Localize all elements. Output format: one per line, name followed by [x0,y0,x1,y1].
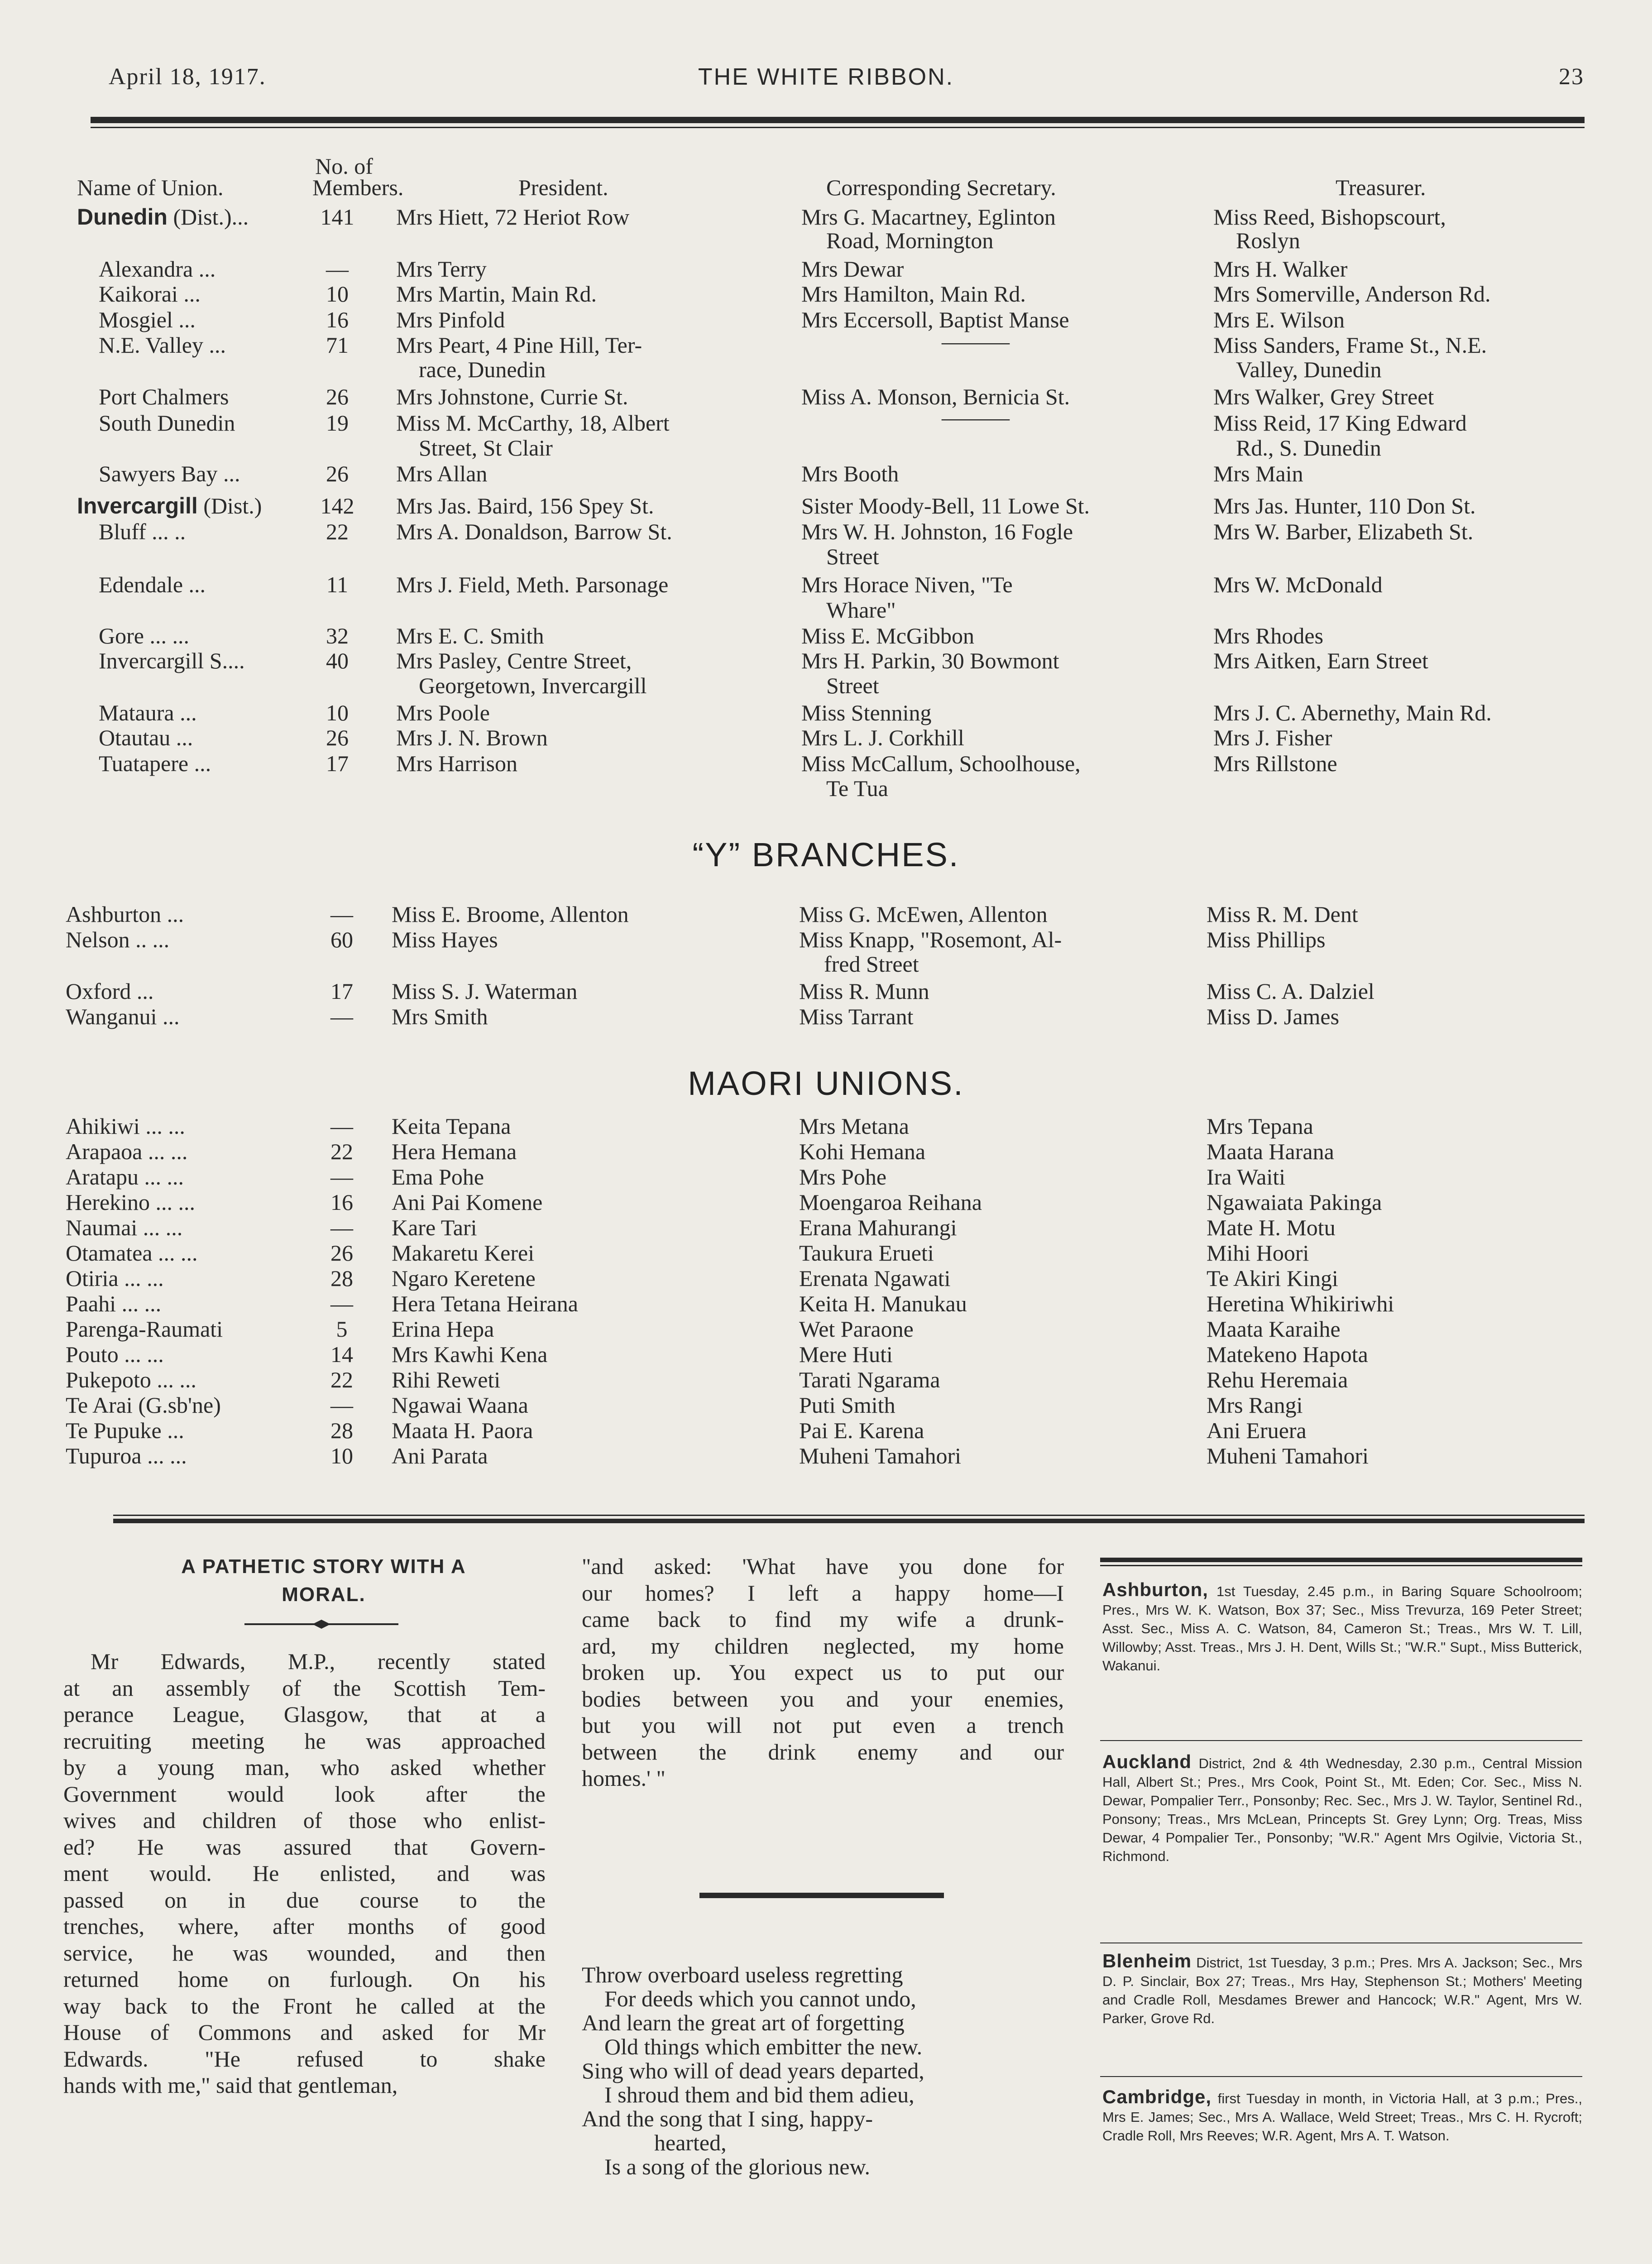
treasurer: Mrs W. Barber, Elizabeth St. [1213,519,1474,544]
union-name: Port Chalmers [99,384,229,409]
treasurer: Miss Reid, 17 King Edward [1213,410,1467,436]
section-rule [113,1519,1585,1523]
member-count: 141 [320,204,354,230]
branch-name: Wanganui ... [66,1004,180,1029]
table-row [0,926,1652,952]
secretary: Mrs H. Parkin, 30 Bowmont [801,648,1059,673]
treasurer: Rehu Heremaia [1207,1367,1348,1392]
secretary: Miss Knapp, "Rosemont, Al- [799,927,1062,952]
page-number: 23 [1559,64,1584,90]
member-count: 19 [326,410,349,436]
secretary: Miss Tarrant [799,1004,914,1029]
treasurer: Mrs J. Fisher [1213,725,1332,750]
table-row [0,256,1652,281]
treasurer: Mrs Tepana [1207,1113,1313,1139]
secretary-vacant: ——— [942,329,1010,354]
secretary: Miss A. Monson, Bernicia St. [801,384,1070,409]
secretary: Mrs Hamilton, Main Rd. [801,281,1026,307]
union-name: Otautau ... [99,725,193,750]
president: Mrs Kawhi Kena [392,1342,548,1367]
secretary: Muheni Tamahori [799,1443,962,1468]
notice-divider [1100,2076,1582,2077]
union-name: Otamatea ... ... [66,1240,198,1266]
treasurer: Mrs Somerville, Anderson Rd. [1213,281,1491,307]
secretary: Miss Stenning [801,700,932,725]
member-count: 32 [326,623,349,648]
union-name: Pukepoto ... ... [66,1367,196,1392]
treasurer: Mrs W. McDonald [1213,572,1383,597]
district-name: Invercargill [77,493,198,518]
table-row [0,1443,1652,1468]
publication-title: THE WHITE RIBBON. [698,64,954,90]
union-name: Mataura ... [99,700,197,725]
treasurer: Mrs Rillstone [1213,751,1337,776]
member-count: — [330,1164,353,1190]
table-row [0,281,1652,306]
member-count: 22 [330,1139,353,1164]
table-row [0,518,1652,544]
secretary: Mrs Booth [801,461,899,486]
notice-name: Ashburton, [1102,1579,1208,1600]
table-row [0,1113,1652,1138]
secretary: Kohi Hemana [799,1139,926,1164]
secretary: Tarati Ngarama [799,1367,940,1392]
secretary: Miss G. McEwen, Allenton [799,902,1048,927]
col-treasurer-label: Treasurer. [1336,175,1426,200]
table-row [0,1290,1652,1316]
secretary: Wet Paraone [799,1316,914,1342]
union-name: Naumai ... ... [66,1215,183,1240]
member-count: 17 [326,751,349,776]
union-name: Invercargill S.... [99,648,245,673]
president: Mrs Terry [396,256,487,282]
notice-ashburton: Ashburton, 1st Tuesday, 2.45 p.m., in Baring Square Schoolroom; Pres., Mrs W. K. Watson, Box 37; Sec., Miss Trevurza, 169 Peter Street; Asst. Sec., Miss A. C. Watson, 84, Cameron St.; Treas., Mrs W. T. Lill, Willowby; Asst. Treas., Mrs J. H. Dent, Wills St.; "W.R." Supt., Miss Butterick, Wakanui. [1102,1579,1582,1674]
treasurer: Mrs H. Walker [1213,256,1348,282]
member-count: 142 [320,493,354,518]
president: Miss M. McCarthy, 18, Albert [396,410,670,436]
table-row [0,700,1652,725]
president: Mrs Harrison [396,751,518,776]
union-name: N.E. Valley ... [99,332,226,358]
president: Rihi Reweti [392,1367,501,1392]
treasurer: Mrs J. C. Abernethy, Main Rd. [1213,700,1492,725]
president: Mrs A. Donaldson, Barrow St. [396,519,672,544]
union-name: Mosgiel ... [99,307,196,332]
notices-rule [1100,1558,1582,1562]
poem: Throw overboard useless regretting For deeds which you cannot undo, And learn the great art of forgetting Old things which embitter the new. Sing who will of dead years departed, I shroud them and bid them adieu, And the song that I sing, happy- hearted, Is a song of the glorious new. [582,1962,924,2179]
member-count: — [330,1291,353,1316]
secretary: Mrs L. J. Corkhill [801,725,964,750]
treasurer: Mihi Hoori [1207,1240,1309,1266]
member-count: 28 [330,1418,353,1443]
treasurer: Miss D. James [1207,1004,1340,1029]
treasurer: Miss C. A. Dalziel [1207,979,1374,1004]
col-members-label-2: Members. [312,175,404,200]
table-row [0,648,1652,673]
member-count: 10 [326,281,349,307]
president: Miss Hayes [392,927,498,952]
president: Ngawai Waana [392,1392,528,1418]
secretary: Moengaroa Reihana [799,1190,982,1215]
story-title-line-2: MORAL. [282,1583,366,1606]
president: Mrs J. Field, Meth. Parsonage [396,572,669,597]
union-name: Parenga-Raumati [66,1316,223,1342]
treasurer: Ani Eruera [1207,1418,1307,1443]
president: Miss S. J. Waterman [392,979,578,1004]
union-name: Herekino ... ... [66,1190,196,1215]
member-count: 26 [330,1240,353,1266]
table-row-continuation: race, Dunedin Valley, Dunedin [419,357,1382,382]
treasurer: Heretina Whikiriwhi [1207,1291,1394,1316]
col-president-label: President. [518,175,608,200]
notice-auckland: Auckland District, 2nd & 4th Wednesday, 2.30 p.m., Central Mission Hall, Albert St.; Pres., Mrs Cook, Point St., Mt. Eden; Cor. Sec., Miss N. Dewar, Pompalier Terr., Ponsonby; Rec. Sec., Mrs J. W. Taylor, Sentinel Rd., Ponsony; Treas., Mrs McLean, Princepts St. Grey Lynn; Org. Treas, Miss Dewar, 4 Pompalier Ter., Ponsonby; "W.R." Agent Mrs Ogilvie, Victoria St., Richmond. [1102,1751,1582,1864]
treasurer: Mrs E. Wilson [1213,307,1345,332]
president: Miss E. Broome, Allenton [392,902,629,927]
table-row [0,329,1652,358]
union-name: Arapaoa ... ... [66,1139,188,1164]
branch-name: Ashburton ... [66,902,184,927]
notice-name: Auckland [1102,1751,1192,1772]
col-name-label: Name of Union. [77,175,224,200]
president: Ani Pai Komene [392,1190,543,1215]
president: Hera Tetana Heirana [392,1291,578,1316]
member-count: 5 [336,1316,348,1342]
poem-divider [699,1893,944,1898]
secretary: Taukura Erueti [799,1240,934,1266]
table-row-continuation: Georgetown, Invercargill Street [419,673,879,698]
table-row-continuation: Whare" [826,597,896,623]
union-name: Gore ... ... [99,623,189,648]
member-count: 28 [330,1266,353,1291]
union-name: South Dunedin [99,410,235,436]
table-row [0,1392,1652,1417]
table-row [0,750,1652,776]
member-count: 16 [330,1190,353,1215]
union-name: Bluff ... .. [99,519,186,544]
member-count: 14 [330,1342,353,1367]
treasurer: Muheni Tamahori [1207,1443,1369,1468]
president: Ani Parata [392,1443,488,1468]
table-row [0,1265,1652,1290]
member-count: — [326,256,349,282]
member-count: 22 [326,519,349,544]
secretary: Mrs Eccersoll, Baptist Manse [801,307,1069,332]
president: Mrs Poole [396,700,490,725]
president: Makaretu Kerei [392,1240,535,1266]
notice-divider [1100,1740,1582,1741]
table-row-continuation: fred Street [824,951,919,977]
table-row-continuation: Street, St Clair Rd., S. Dunedin [419,435,1381,460]
treasurer: Miss R. M. Dent [1207,902,1358,927]
district-name: Dunedin [77,204,168,230]
story-column-2: "and asked: 'What have you done for our homes? I left a happy home—I came back to find my wife a drunk- ard, my children neglected, my home broken up. You expect us to put our bodies between you and your enemies, but you will not put even a trench between the drink enemy and our homes.' " [582,1554,1064,1791]
secretary: Mrs G. Macartney, Eglinton [801,204,1056,230]
secretary: Erana Mahurangi [799,1215,957,1240]
member-count: 26 [326,384,349,409]
union-name: Alexandra ... [99,256,216,282]
treasurer: Mrs Rangi [1207,1392,1303,1418]
treasurer: Miss Reed, Bishopscourt, [1213,204,1446,230]
table-row-continuation: Road, Mornington Roslyn [826,228,1300,253]
secretary: Mrs Pohe [799,1164,887,1190]
table-row [0,901,1652,926]
member-count: 17 [330,979,353,1004]
maori-unions-heading: MAORI UNIONS. [688,1065,964,1102]
member-count: — [330,902,353,927]
secretary: Mere Huti [799,1342,893,1367]
table-row-continuation: Street [826,544,879,569]
president: Mrs Hiett, 72 Heriot Row [396,204,630,230]
table-row: Invercargill (Dist.) 142 Mrs Jas. Baird, 156 Spey St. Sister Moody-Bell, 11 Lowe St. Mrs Jas. Hunter, 110 Don St. [77,493,1476,518]
union-name: Sawyers Bay ... [99,461,240,486]
treasurer: Miss Phillips [1207,927,1326,952]
table-row [0,1164,1652,1189]
col-secretary-label: Corresponding Secretary. [826,175,1056,200]
union-name: Kaikorai ... [99,281,201,307]
y-branches-heading: “Y” BRANCHES. [692,836,960,873]
secretary: Mrs Horace Niven, "Te [801,572,1013,597]
member-count: — [330,1004,353,1029]
member-count: 10 [330,1443,353,1468]
table-row [0,1189,1652,1214]
header-rule [91,117,1585,123]
president: Mrs Jas. Baird, 156 Spey St. [396,493,654,518]
president: Mrs Allan [396,461,488,486]
secretary: Pai E. Karena [799,1418,924,1443]
president: Mrs Peart, 4 Pine Hill, Ter- [396,332,642,358]
president: Mrs E. C. Smith [396,623,544,648]
president: Keita Tepana [392,1113,511,1139]
notice-name: Blenheim [1102,1950,1192,1971]
member-count: 10 [326,700,349,725]
story-title-line-1: A PATHETIC STORY WITH A [181,1555,466,1578]
member-count: — [330,1113,353,1139]
secretary: Mrs Dewar [801,256,904,282]
secretary: Keita H. Manukau [799,1291,967,1316]
table-row-continuation: Te Tua [826,776,888,801]
table-row [0,571,1652,597]
president: Mrs Pinfold [396,307,505,332]
member-count: 16 [326,307,349,332]
president: Ema Pohe [392,1164,484,1190]
president: Maata H. Paora [392,1418,533,1443]
member-count: 26 [326,461,349,486]
table-row [0,623,1652,648]
table-row [0,1417,1652,1443]
secretary: Puti Smith [799,1392,895,1418]
secretary: Sister Moody-Bell, 11 Lowe St. [801,493,1090,518]
notices-rule-thin [1100,1565,1582,1566]
header-rule-thin [91,127,1585,128]
member-count: 26 [326,725,349,750]
president: Kare Tari [392,1215,477,1240]
member-count: 11 [326,572,349,597]
table-row [0,1214,1652,1240]
union-name: Tupuroa ... ... [66,1443,187,1468]
table-row [0,978,1652,1003]
treasurer: Maata Harana [1207,1139,1334,1164]
treasurer: Mrs Rhodes [1213,623,1324,648]
member-count: 40 [326,648,349,673]
union-name: Ahikiwi ... ... [66,1113,185,1139]
table-row [0,1367,1652,1392]
table-row [0,724,1652,750]
table-row [0,307,1652,332]
treasurer: Mrs Jas. Hunter, 110 Don St. [1213,493,1476,518]
union-name: Paahi ... ... [66,1291,162,1316]
notice-cambridge: Cambridge, first Tuesday in month, in Victoria Hall, at 3 p.m.; Pres., Mrs E. James; Sec., Mrs A. Wallace, Weld Street; Treas., Mrs C. H. Rycroft; Cradle Roll, Mrs Reeves; W.R. Agent, Mrs A. T. Watson. [1102,2086,1582,2144]
president: Mrs Johnstone, Currie St. [396,384,628,409]
president: Ngaro Keretene [392,1266,536,1291]
table-row [0,1138,1652,1164]
treasurer: Mrs Walker, Grey Street [1213,384,1434,409]
president: Mrs Smith [392,1004,488,1029]
president: Erina Hepa [392,1316,494,1342]
table-row [0,1240,1652,1265]
union-name: Edendale ... [99,572,206,597]
member-count: 60 [330,927,353,952]
table-row: Dunedin (Dist.)... 141 Mrs Hiett, 72 Heriot Row Mrs G. Macartney, Eglinton Miss Reed, Bishopscourt, [77,204,1446,230]
treasurer: Mate H. Motu [1207,1215,1336,1240]
secretary: Miss R. Munn [799,979,929,1004]
secretary: Mrs Metana [799,1113,909,1139]
table-row [0,460,1652,486]
union-name: Pouto ... ... [66,1342,164,1367]
notice-blenheim: Blenheim District, 1st Tuesday, 3 p.m.; Pres. Mrs A. Jackson; Sec., Mrs D. P. Sinclair, Box 27; Treas., Mrs Hay, Stephenson St.; Mothers' Meeting and Cradle Roll, Mesdames Brewer and Hancock; W.R." Agent, Mrs W. Parker, Grove Rd. [1102,1950,1582,2026]
member-count: 71 [326,332,349,358]
secretary-vacant: ——— [942,405,1010,430]
secretary: Miss McCallum, Schoolhouse, [801,751,1081,776]
branch-name: Oxford ... [66,979,154,1004]
treasurer: Ngawaiata Pakinga [1207,1190,1382,1215]
member-count: 22 [330,1367,353,1392]
treasurer: Ira Waiti [1207,1164,1286,1190]
union-name: Aratapu ... ... [66,1164,184,1190]
table-row [0,1003,1652,1029]
union-name: Tuatapere ... [99,751,211,776]
member-count: — [330,1215,353,1240]
member-count: — [330,1392,353,1418]
treasurer: Te Akiri Kingi [1207,1266,1338,1291]
treasurer: Maata Karaihe [1207,1316,1341,1342]
secretary: Erenata Ngawati [799,1266,951,1291]
treasurer: Mrs Aitken, Earn Street [1213,648,1428,673]
union-name: Otiria ... ... [66,1266,164,1291]
president: Mrs J. N. Brown [396,725,548,750]
union-name: Te Pupuke ... [66,1418,184,1443]
treasurer: Matekeno Hapota [1207,1342,1368,1367]
table-row [0,1341,1652,1367]
president: Mrs Pasley, Centre Street, [396,648,632,673]
story-column-1: Mr Edwards, M.P., recently stated at an assembly of the Scottish Tem- perance League, Glasgow, that at a recruiting meeting he was approached by a young man, who asked whether Government would look after the wives and children of those who enlist- ed? He was assured that Govern- ment would. He enlisted, and was passed on in due course to the trenches, where, after months of good service, he was wounded, and then returned home on furlough. On his way back to the Front he called at the House of Commons and asked for Mr Edwards. "He refused to shake hands with me," said that gentleman, [63,1649,546,2098]
president: Hera Hemana [392,1139,517,1164]
section-rule-thin [113,1515,1585,1516]
table-row [0,384,1652,409]
col-members-label-1: No. of [315,153,373,179]
column-header-row-2 [0,174,1652,200]
secretary: Miss E. McGibbon [801,623,974,648]
branch-name: Nelson .. ... [66,927,170,952]
issue-date: April 18, 1917. [109,64,266,90]
president: Mrs Martin, Main Rd. [396,281,597,307]
table-row [0,405,1652,436]
ornament-divider [244,1619,398,1630]
table-row [0,1316,1652,1341]
union-name: Te Arai (G.sb'ne) [66,1392,221,1418]
notice-name: Cambridge, [1102,2086,1212,2107]
treasurer: Miss Sanders, Frame St., N.E. [1213,332,1487,358]
treasurer: Mrs Main [1213,461,1303,486]
secretary: Mrs W. H. Johnston, 16 Fogle [801,519,1073,544]
